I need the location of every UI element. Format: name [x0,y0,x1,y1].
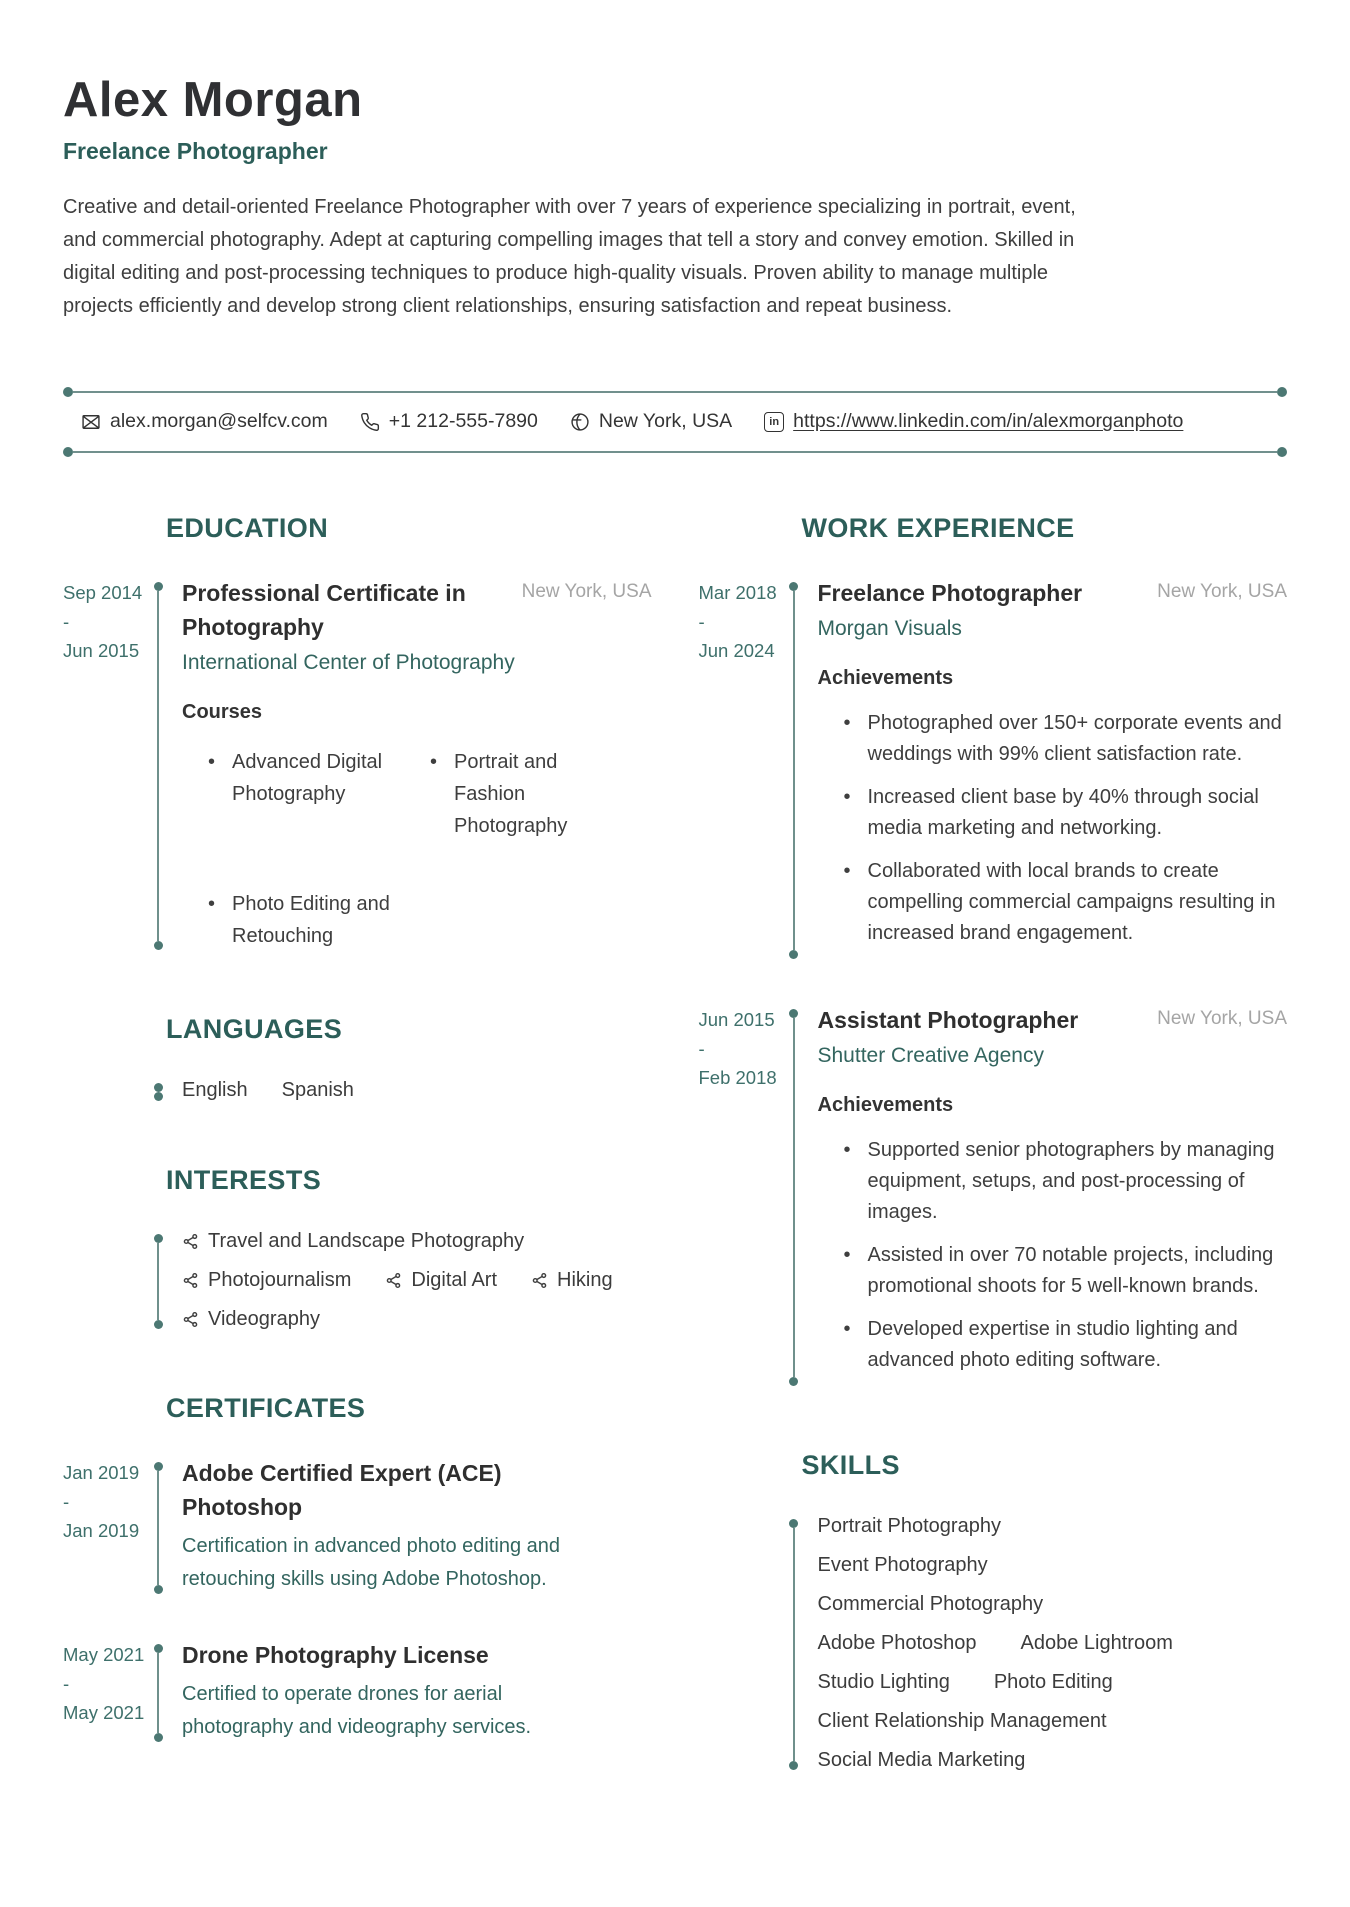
contact-row [63,397,1287,447]
course-item: • Photo Editing and Retouching [206,888,418,952]
achievement-item: • Assisted in over 70 notable projects, including promotional shoots for 5 well-known brands. [842,1240,1288,1302]
share-icon [182,1272,199,1289]
interests-heading: INTERESTS [166,1165,322,1195]
company-name: Morgan Visuals [817,617,962,640]
envelope-icon [81,412,101,432]
date-end: Jan 2019 [63,1520,140,1541]
skill-row [818,1671,1288,1694]
entry-location: New York, USA [1157,581,1287,602]
entry-title-row [818,576,1288,610]
interest-item [182,1308,320,1331]
rail-dot [789,1761,798,1770]
language-item: Spanish [281,1079,354,1101]
contact-email-text: alex.morgan@selfcv.com [110,410,328,432]
interest-item [531,1269,613,1292]
languages-heading: LANGUAGES [166,1014,343,1044]
entry-content [166,576,652,952]
timeline-rail [150,576,166,952]
interest-row [182,1308,652,1331]
date-start: Jan 2019 [63,1462,140,1483]
interest-item [182,1269,351,1292]
date-start: Sep 2014 [63,582,143,603]
rail-line [157,1471,159,1585]
linkedin-link[interactable]: https://www.linkedin.com/in/alexmorganphoto [793,410,1184,432]
achievements-label: Achievements [817,667,954,689]
achievement-item: • Developed expertise in studio lighting and advanced photo editing software. [842,1314,1288,1376]
empty-date-cell [699,1513,786,1772]
entry-content [166,1638,652,1744]
rail-line [793,591,795,950]
skill-item: Adobe Photoshop [817,1632,977,1654]
date-start: May 2021 [63,1644,145,1665]
contact-linkedin [764,410,1183,433]
date-end: Feb 2018 [698,1067,777,1088]
skill-row [818,1632,1288,1655]
right-column [699,513,1288,1772]
timeline-rail [150,1638,166,1744]
achievement-item: • Photographed over 150+ corporate events and weddings with 99% client satisfaction rate. [842,708,1288,770]
skill-item: Adobe Lightroom [1020,1632,1173,1654]
rail-line [793,1528,795,1761]
certificate-entry [63,1638,652,1744]
certificate-title: Adobe Certified Expert (ACE) Photoshop [182,1460,502,1520]
date-start: Jun 2015 [698,1009,775,1030]
divider-dot [63,447,73,457]
achievements-list [842,708,1288,949]
work-section [699,513,1288,1388]
languages-block [63,1077,652,1103]
education-section [63,513,652,952]
rail-dot [789,1377,798,1386]
timeline-rail [150,1077,166,1103]
education-heading: EDUCATION [166,513,329,543]
rail-dot [154,1733,163,1742]
person-title: Freelance Photographer [63,138,328,164]
share-icon [385,1272,402,1289]
linkedin-icon: in [764,412,784,432]
rail-dot [154,582,163,591]
certificates-heading: CERTIFICATES [166,1393,366,1423]
skill-item: Portrait Photography [817,1515,1001,1537]
interest-label: Digital Art [411,1269,498,1291]
divider-bottom [63,447,1287,457]
divider-top [63,387,1287,397]
work-entry [699,576,1288,961]
certificate-description: Certification in advanced photo editing and retouching skills using Adobe Photoshop. [182,1535,561,1590]
entry-content [166,1456,652,1596]
interest-row [182,1230,652,1253]
rail-dot [154,1092,163,1101]
date-dash: - [698,611,705,632]
share-icon [182,1311,199,1328]
entry-location: New York, USA [1157,1008,1287,1029]
date-end: Jun 2024 [698,640,775,661]
phone-icon [360,412,380,432]
interest-label: Travel and Landscape Photography [208,1230,525,1252]
rail-dot [154,1585,163,1594]
timeline-rail [150,1456,166,1596]
interest-item [182,1230,524,1253]
skill-item: Event Photography [817,1554,988,1576]
entry-title-row [818,1003,1288,1037]
date-end: Jun 2015 [63,640,140,661]
skill-item: Client Relationship Management [817,1710,1107,1732]
rail-line [157,1653,159,1733]
interests-rows [182,1228,652,1331]
divider-dot [1277,447,1287,457]
certificate-entry [63,1456,652,1596]
entry-title-row [182,576,652,644]
languages-section [63,1014,652,1103]
divider-dot [1277,387,1287,397]
skill-item: Social Media Marketing [817,1749,1026,1771]
share-icon [182,1233,199,1250]
rail-dot [154,941,163,950]
rail-dot [154,1462,163,1471]
entry-location: New York, USA [521,581,652,602]
entry-dates [699,1003,786,1388]
contact-phone [360,410,538,433]
rail-line [157,1243,159,1320]
person-name: Alex Morgan [63,73,363,127]
rail-dot [154,1644,163,1653]
contact-location-text: New York, USA [598,410,733,432]
skill-row [818,1554,1288,1577]
timeline-rail [786,576,802,961]
date-dash: - [63,1491,70,1512]
divider-dot [63,387,73,397]
courses-label: Courses [182,701,263,723]
languages-content [166,1077,652,1103]
timeline-rail [786,1513,802,1772]
skills-rows [818,1513,1288,1772]
contact-band [63,387,1287,457]
contact-phone-text: +1 212-555-7890 [388,410,538,432]
skills-heading: SKILLS [801,1450,900,1480]
certificate-title: Drone Photography License [182,1642,489,1668]
rail-dot [154,1234,163,1243]
date-end: May 2021 [63,1702,145,1723]
job-title: Freelance Photographer [817,580,1083,606]
entry-content [802,576,1288,961]
divider-line [73,391,1277,393]
skills-section [699,1450,1288,1772]
certificate-description: Certified to operate drones for aerial photography and videography services. [182,1683,532,1738]
skills-block [699,1513,1288,1772]
entry-dates [63,1456,150,1596]
achievement-item: • Increased client base by 40% through social media marketing and networking. [842,782,1288,844]
rail-dot [789,1519,798,1528]
interest-row [182,1269,652,1292]
entry-dates [63,1638,150,1744]
skill-item: Photo Editing [993,1671,1113,1693]
contact-email [81,410,328,433]
languages-rows [182,1077,652,1102]
achievement-item: • Collaborated with local brands to create compelling commercial campaigns resulting in increased brand engagement. [842,856,1288,949]
date-dash: - [63,611,70,632]
date-start: Mar 2018 [698,582,777,603]
contact-location [570,410,732,433]
two-column-body [63,513,1287,1772]
rail-line [793,1018,795,1377]
institution-name: International Center of Photography [182,651,515,674]
course-item: • Portrait and Fashion Photography [428,746,628,842]
share-icon [531,1272,548,1289]
interests-section [63,1165,652,1331]
courses-list [206,746,652,952]
job-title: Assistant Photographer [817,1007,1079,1033]
rail-dot [154,1320,163,1329]
entry-dates [699,576,786,961]
rail-dot [154,1083,163,1092]
left-column [63,513,652,1772]
summary-text: Creative and detail-oriented Freelance Photographer with over 7 years of experience specializing in portrait, event, and commercial photography. Adept at capturing compelling images that tell a story and convey emotion. Skilled in digital editing and post-processing techniques to produce high-quality visuals. Proven ability to manage multiple projects efficiently and develop strong client relationships, ensuring satisfaction and repeat business. [63,196,1076,317]
achievement-item: • Supported senior photographers by managing equipment, setups, and post-processing of images. [842,1135,1288,1228]
skill-row [818,1749,1288,1772]
empty-date-cell [63,1077,150,1103]
language-row [182,1079,652,1102]
interest-label: Hiking [557,1269,613,1291]
skill-row [818,1593,1288,1616]
entry-dates [63,576,150,952]
course-item: • Advanced Digital Photography [206,746,418,842]
timeline-rail [150,1228,166,1331]
skill-item: Commercial Photography [817,1593,1044,1615]
interest-label: Photojournalism [208,1269,352,1291]
achievements-list [842,1135,1288,1376]
rail-dot [789,582,798,591]
work-entry [699,1003,1288,1388]
skill-row [818,1515,1288,1538]
rail-line [157,591,159,941]
language-item: English [182,1079,248,1101]
interests-block [63,1228,652,1331]
work-heading: WORK EXPERIENCE [801,513,1075,543]
interest-label: Videography [208,1308,320,1330]
empty-date-cell [63,1228,150,1331]
degree-title: Professional Certificate in Photography [182,580,466,640]
achievements-label: Achievements [817,1094,954,1116]
rail-dot [789,950,798,959]
entry-content [802,1003,1288,1388]
rail-dot [789,1009,798,1018]
company-name: Shutter Creative Agency [817,1044,1044,1067]
education-entry [63,576,652,952]
skill-item: Studio Lighting [817,1671,950,1693]
skill-row [818,1710,1288,1733]
date-dash: - [63,1673,70,1694]
certificates-section [63,1393,652,1744]
interest-item [385,1269,497,1292]
globe-icon [570,412,590,432]
interests-content [166,1228,652,1331]
skills-content [802,1513,1288,1772]
timeline-rail [786,1003,802,1388]
divider-line [73,451,1277,453]
date-dash: - [698,1038,705,1059]
